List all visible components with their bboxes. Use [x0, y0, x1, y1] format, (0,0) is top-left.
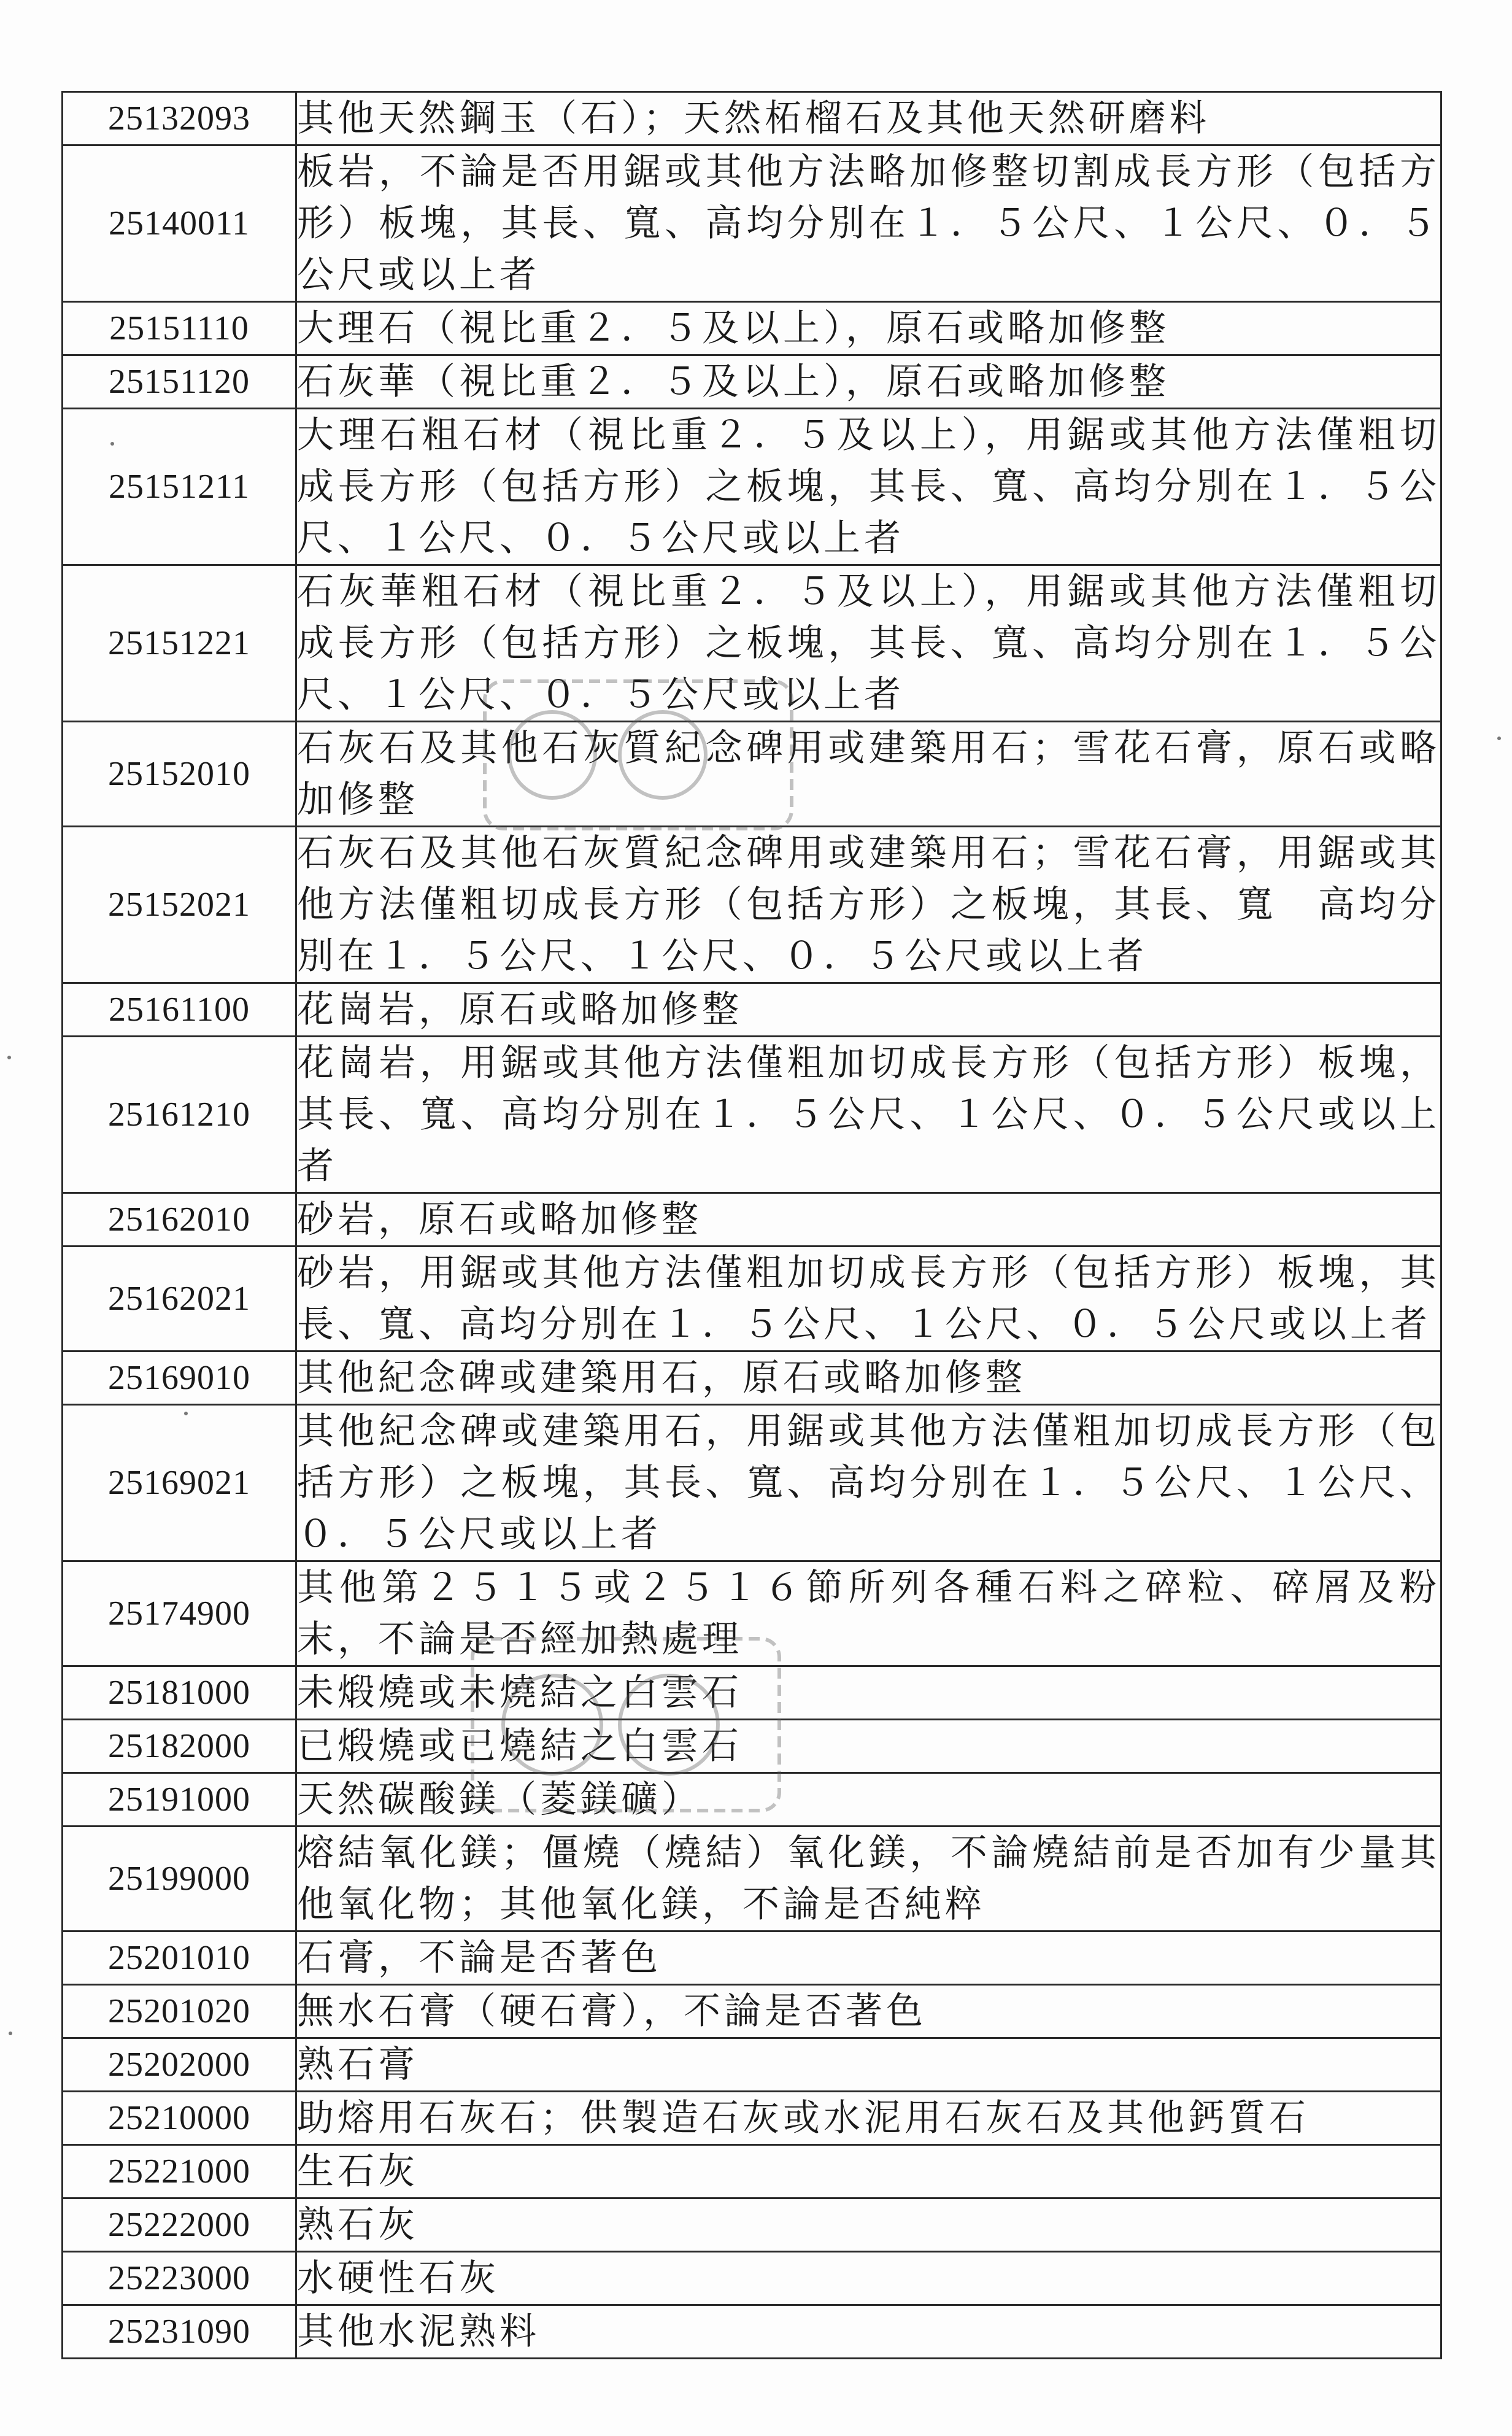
- scan-speck: [184, 1412, 188, 1415]
- table-row: [63, 1561, 1441, 1666]
- description-cell: 板岩，不論是否用鋸或其他方法略加修整切割成長方形（包括方形）板塊，其長、寬、高均分別在１．５公尺、１公尺、０．５公尺或以上者: [296, 145, 1441, 302]
- tariff-code-cell: 25221000: [63, 2145, 296, 2198]
- tariff-code-cell: 25182000: [63, 1720, 296, 1773]
- tariff-code-cell: 25161210: [63, 1037, 296, 1193]
- description-cell: 大理石粗石材（視比重２．５及以上），用鋸或其他方法僅粗切成長方形（包括方形）之板塊，其長、寬、高均分別在１．５公尺、１公尺、０．５公尺或以上者: [296, 409, 1441, 565]
- tariff-code-cell: 25152021: [63, 827, 296, 983]
- description-cell: 其他紀念碑或建築用石，原石或略加修整: [296, 1351, 1441, 1405]
- tariff-code-cell: 25151110: [63, 302, 296, 355]
- description-cell: 石灰石及其他石灰質紀念碑用或建築用石；雪花石膏，用鋸或其他方法僅粗切成長方形（包括方形）之板塊，其長、寬 高均分別在１．５公尺、１公尺、０．５公尺或以上者: [296, 827, 1441, 983]
- table-row: [63, 1720, 1441, 1773]
- tariff-code-cell: 25151120: [63, 355, 296, 409]
- table-row: [63, 1247, 1441, 1351]
- table-row: [63, 1931, 1441, 1985]
- description-cell: 天然碳酸鎂（菱鎂礦）: [296, 1773, 1441, 1827]
- table-row: [63, 1037, 1441, 1193]
- description-cell: 其他水泥熟料: [296, 2305, 1441, 2359]
- table-row: [63, 355, 1441, 409]
- table-row: [63, 1405, 1441, 1561]
- table-row: [63, 722, 1441, 827]
- scan-speck: [7, 1056, 11, 1059]
- table-row: [63, 2305, 1441, 2359]
- tariff-code-cell: 25162021: [63, 1247, 296, 1351]
- table-row: [63, 145, 1441, 302]
- description-cell: 其他天然鋼玉（石）；天然柘榴石及其他天然研磨料: [296, 92, 1441, 145]
- tariff-code-cell: 25140011: [63, 145, 296, 302]
- description-cell: 其他第２５１５或２５１６節所列各種石料之碎粒、碎屑及粉末，不論是否經加熱處理: [296, 1561, 1441, 1666]
- table-row: [63, 2038, 1441, 2092]
- table-row: [63, 1666, 1441, 1720]
- scan-speck: [1497, 737, 1501, 740]
- description-cell: 大理石（視比重２．５及以上），原石或略加修整: [296, 302, 1441, 355]
- description-cell: 水硬性石灰: [296, 2252, 1441, 2305]
- table-row: [63, 409, 1441, 565]
- description-cell: 無水石膏（硬石膏），不論是否著色: [296, 1985, 1441, 2038]
- description-cell: 石灰華（視比重２．５及以上），原石或略加修整: [296, 355, 1441, 409]
- tariff-code-cell: 25210000: [63, 2092, 296, 2145]
- tariff-code-cell: 25222000: [63, 2198, 296, 2252]
- description-cell: 助熔用石灰石；供製造石灰或水泥用石灰石及其他鈣質石: [296, 2092, 1441, 2145]
- description-cell: 已煅燒或已燒結之白雲石: [296, 1720, 1441, 1773]
- table-row: [63, 302, 1441, 355]
- tariff-code-cell: 25151221: [63, 565, 296, 722]
- description-cell: 其他紀念碑或建築用石，用鋸或其他方法僅粗加切成長方形（包括方形）之板塊，其長、寬、高均分別在１．５公尺、１公尺、０．５公尺或以上者: [296, 1405, 1441, 1561]
- table-row: [63, 92, 1441, 145]
- tariff-code-cell: 25191000: [63, 1773, 296, 1827]
- table-row: [63, 1773, 1441, 1827]
- description-cell: 熟石膏: [296, 2038, 1441, 2092]
- tariff-code-cell: 25201010: [63, 1931, 296, 1985]
- description-cell: 石膏，不論是否著色: [296, 1931, 1441, 1985]
- table-body: [63, 92, 1441, 2359]
- tariff-code-cell: 25231090: [63, 2305, 296, 2359]
- description-cell: 石灰華粗石材（視比重２．５及以上），用鋸或其他方法僅粗切成長方形（包括方形）之板塊，其長、寬、高均分別在１．５公尺、１公尺、０．５公尺或以上者: [296, 565, 1441, 722]
- tariff-code-cell: 25202000: [63, 2038, 296, 2092]
- table-row: [63, 1193, 1441, 1247]
- tariff-code-cell: 25132093: [63, 92, 296, 145]
- tariff-code-cell: 25161100: [63, 983, 296, 1037]
- tariff-code-table: [61, 91, 1442, 2359]
- table-row: [63, 827, 1441, 983]
- description-cell: 砂岩，用鋸或其他方法僅粗加切成長方形（包括方形）板塊，其長、寬、高均分別在１．５公尺、１公尺、０．５公尺或以上者: [296, 1247, 1441, 1351]
- tariff-code-cell: 25151211: [63, 409, 296, 565]
- description-cell: 未煅燒或未燒結之白雲石: [296, 1666, 1441, 1720]
- table-row: [63, 983, 1441, 1037]
- tariff-code-cell: 25152010: [63, 722, 296, 827]
- description-cell: 生石灰: [296, 2145, 1441, 2198]
- description-cell: 砂岩，原石或略加修整: [296, 1193, 1441, 1247]
- scan-speck: [9, 2032, 12, 2035]
- table-row: [63, 2145, 1441, 2198]
- table-row: [63, 1985, 1441, 2038]
- description-cell: 熔結氧化鎂；僵燒（燒結）氧化鎂，不論燒結前是否加有少量其他氧化物；其他氧化鎂，不論是否純粹: [296, 1827, 1441, 1931]
- description-cell: 花崗岩，原石或略加修整: [296, 983, 1441, 1037]
- description-cell: 熟石灰: [296, 2198, 1441, 2252]
- table-row: [63, 2092, 1441, 2145]
- tariff-code-cell: 25199000: [63, 1827, 296, 1931]
- tariff-code-cell: 25174900: [63, 1561, 296, 1666]
- tariff-code-cell: 25181000: [63, 1666, 296, 1720]
- table-row: [63, 565, 1441, 722]
- description-cell: 石灰石及其他石灰質紀念碑用或建築用石；雪花石膏，原石或略加修整: [296, 722, 1441, 827]
- tariff-code-cell: 25201020: [63, 1985, 296, 2038]
- table-row: [63, 1827, 1441, 1931]
- tariff-code-cell: 25169021: [63, 1405, 296, 1561]
- tariff-code-cell: 25223000: [63, 2252, 296, 2305]
- table-row: [63, 2198, 1441, 2252]
- description-cell: 花崗岩，用鋸或其他方法僅粗加切成長方形（包括方形）板塊，其長、寬、高均分別在１．５公尺、１公尺、０．５公尺或以上者: [296, 1037, 1441, 1193]
- tariff-code-cell: 25169010: [63, 1351, 296, 1405]
- tariff-code-cell: 25162010: [63, 1193, 296, 1247]
- table-row: [63, 1351, 1441, 1405]
- scan-speck: [110, 442, 114, 446]
- table-row: [63, 2252, 1441, 2305]
